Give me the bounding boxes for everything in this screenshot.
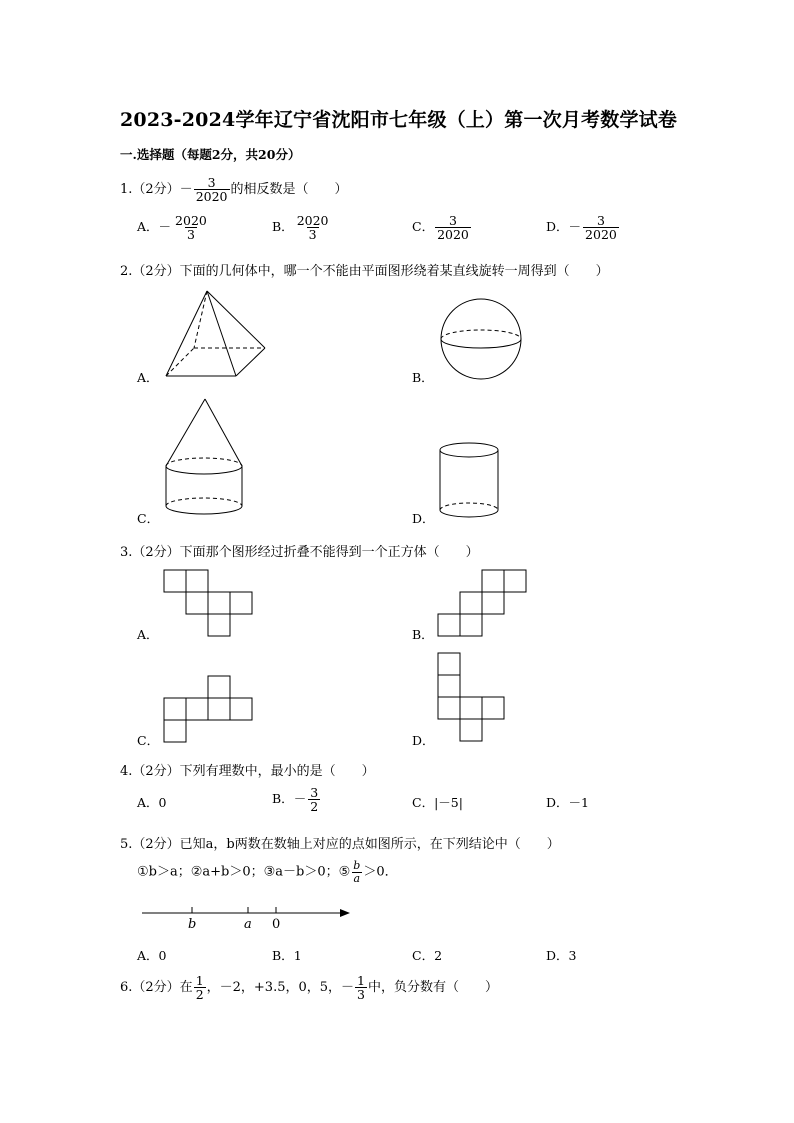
q6-fraction-2 — [355, 974, 367, 1001]
cylinder-figure — [438, 440, 502, 524]
q4-option-c[interactable] — [412, 793, 463, 811]
condition-5-prefix: ⑤ — [338, 864, 351, 880]
q4-option-b[interactable] — [272, 786, 321, 813]
option-text: 0 — [158, 948, 167, 963]
option-sign: － — [568, 219, 582, 235]
option-text: 0 — [158, 795, 167, 810]
frac-den: 3 — [308, 227, 317, 243]
numberline-label-b: b — [188, 917, 197, 932]
frac-den: 2020 — [437, 227, 469, 243]
arrow-icon — [340, 909, 350, 917]
cube-net-d — [437, 652, 529, 744]
question-1-stem — [120, 176, 348, 203]
q1-frac-den: 2020 — [195, 189, 228, 205]
q1-option-c[interactable] — [412, 214, 472, 241]
q6-suffix: 中，负分数有（ ） — [367, 980, 498, 996]
option-label: A． — [137, 795, 159, 810]
condition-5-suffix: ＞0． — [363, 864, 398, 880]
frac-num: 3 — [596, 213, 605, 228]
q1-prefix: 1.（2分）－ — [120, 182, 193, 198]
frac-num: 3 — [449, 213, 457, 228]
condition-3: ③a－b＞0； — [263, 864, 339, 880]
q1-fraction — [194, 176, 230, 203]
option-text: 3 — [568, 948, 577, 963]
q3-option-c-label[interactable]: C． — [137, 733, 160, 748]
sphere-figure — [438, 298, 524, 384]
q2-option-a-label[interactable]: A． — [137, 370, 159, 385]
option-fraction — [173, 214, 209, 241]
q3-option-d-label[interactable]: D． — [412, 733, 435, 748]
option-fraction — [308, 786, 320, 813]
option-text: －1 — [568, 795, 589, 810]
question-4-stem: 4.（2分）下列有理数中，最小的是（ ） — [120, 764, 375, 779]
option-text: 2 — [434, 948, 443, 963]
q5-conditions — [137, 860, 398, 884]
option-label: C． — [412, 219, 435, 235]
option-text: |－5| — [434, 795, 463, 810]
option-sign: － — [158, 219, 172, 235]
q2-option-c-label[interactable]: C． — [137, 511, 160, 526]
frac-den: 2020 — [585, 227, 617, 243]
question-6-stem — [120, 974, 498, 1001]
frac-num: 2020 — [296, 213, 329, 228]
condition-1: ①b＞a； — [137, 864, 191, 880]
q6-fraction-1 — [194, 974, 206, 1001]
q4-option-d[interactable] — [546, 793, 589, 811]
option-text: 1 — [293, 948, 302, 963]
frac-den: 3 — [186, 227, 195, 243]
q5-option-c[interactable] — [412, 946, 442, 964]
frac-num: 1 — [357, 973, 365, 988]
option-fraction — [583, 214, 619, 241]
condition-5-fraction — [351, 860, 362, 884]
option-label: C． — [412, 948, 435, 963]
option-label: B． — [272, 219, 294, 235]
page-title: 2023-2024学年辽宁省沈阳市七年级（上）第一次月考数学试卷 — [120, 109, 678, 131]
q1-option-a[interactable] — [137, 214, 210, 241]
option-label: B． — [272, 791, 294, 807]
q6-middle: ，－2，+3.5，0，5，－ — [206, 980, 355, 996]
condition-2: ②a+b＞0； — [190, 864, 264, 880]
cube-net-b — [437, 569, 529, 639]
pyramid-figure — [160, 288, 270, 380]
question-3-stem: 3.（2分）下面那个图形经过折叠不能得到一个正方体（ ） — [120, 545, 479, 560]
q5-option-a[interactable] — [137, 946, 166, 964]
q3-option-a-label[interactable]: A． — [137, 627, 159, 642]
q1-frac-num: 3 — [207, 175, 216, 190]
q1-option-b[interactable] — [272, 214, 332, 241]
option-label: B． — [272, 948, 294, 963]
frac-den: 3 — [357, 987, 365, 1003]
option-label: D． — [546, 795, 569, 810]
frac-den: a — [353, 871, 361, 885]
numberline-label-a: a — [244, 917, 252, 932]
q1-option-d[interactable] — [546, 214, 620, 241]
cone-on-cylinder-figure — [162, 396, 248, 522]
frac-den: 2 — [195, 987, 204, 1003]
frac-num: 3 — [310, 785, 319, 800]
numberline-label-zero: 0 — [272, 917, 281, 932]
option-label: D． — [546, 219, 569, 235]
q6-prefix: 6.（2分）在 — [120, 980, 193, 996]
frac-num: 2020 — [175, 213, 207, 228]
question-2-stem: 2.（2分）下面的几何体中，哪一个不能由平面图形绕着某直线旋转一周得到（ ） — [120, 264, 609, 279]
section-header: 一.选择题（每题2分，共20分） — [120, 147, 301, 162]
frac-den: 2 — [310, 799, 319, 815]
frac-num: 1 — [195, 973, 204, 988]
q3-option-b-label[interactable]: B． — [412, 627, 434, 642]
option-fraction — [295, 214, 331, 241]
question-5-stem: 5.（2分）已知a，b两数在数轴上对应的点如图所示，在下列结论中（ ） — [120, 837, 560, 852]
cube-net-a — [163, 569, 255, 639]
frac-num: b — [353, 859, 361, 872]
q2-option-b-label[interactable]: B． — [412, 370, 434, 385]
q4-option-a[interactable] — [137, 793, 166, 811]
q1-suffix: 的相反数是（ ） — [230, 182, 348, 198]
option-label: A． — [137, 219, 159, 235]
q2-option-d-label[interactable]: D． — [412, 511, 435, 526]
option-label: D． — [546, 948, 569, 963]
q5-option-b[interactable] — [272, 946, 302, 964]
option-label: A． — [137, 948, 159, 963]
option-sign: － — [293, 791, 307, 807]
cube-net-c — [163, 675, 255, 745]
option-fraction — [435, 214, 471, 241]
option-label: C． — [412, 795, 435, 810]
q5-option-d[interactable] — [546, 946, 576, 964]
